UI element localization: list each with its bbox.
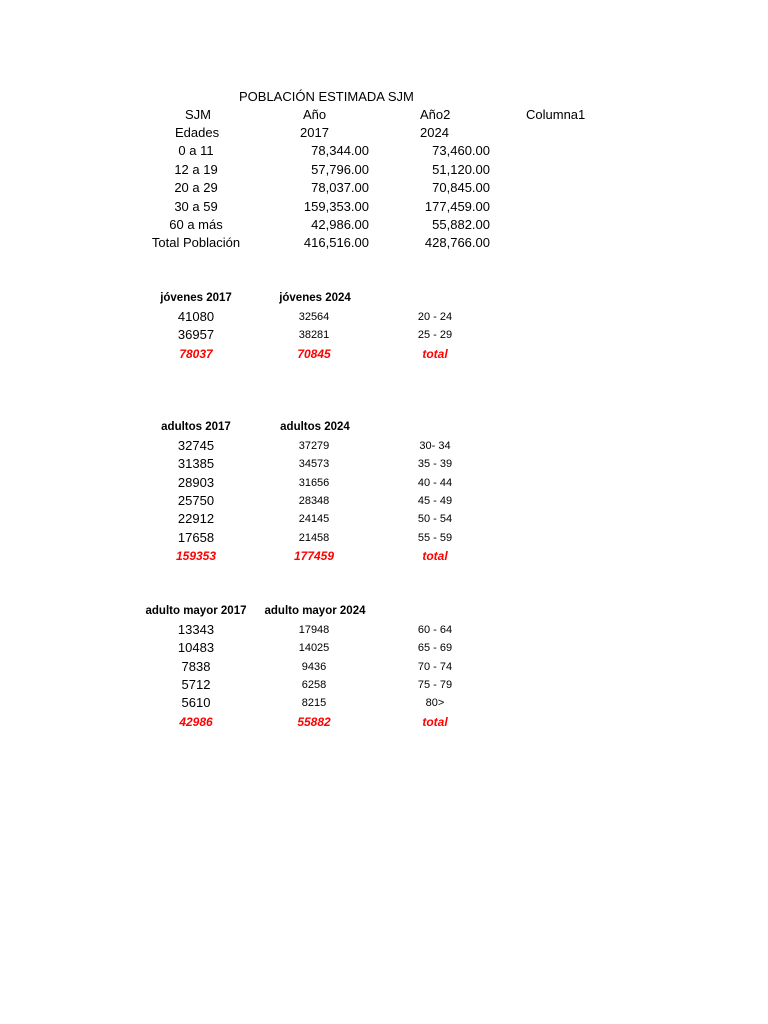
adultos-value-2017: 28903 [177, 475, 215, 490]
adultos-age-range: 40 - 44 [417, 477, 453, 489]
adultos-value-2017: 31385 [177, 456, 215, 471]
jovenes-value-2024: 32564 [298, 311, 330, 323]
adultos-total-2017: 159353 [175, 549, 217, 563]
adultos-value-2024: 34573 [298, 458, 330, 470]
jovenes-age-range: 20 - 24 [417, 311, 453, 323]
jovenes-total-2017: 78037 [179, 347, 213, 361]
main-row-2024: 51,120.00 [432, 162, 490, 177]
adulto_mayor-total-2024: 55882 [297, 715, 331, 729]
main-row-2017: 159,353.00 [303, 199, 369, 214]
adulto_mayor-value-2024: 6258 [301, 679, 327, 691]
header-columna1: Columna1 [526, 107, 586, 122]
main-row-label: 30 a 59 [174, 199, 218, 214]
main-row-2024: 55,882.00 [432, 217, 490, 232]
subheader-edades: Edades [175, 125, 220, 140]
adultos-total-2024: 177459 [293, 549, 335, 563]
adulto_mayor-value-2024: 14025 [298, 642, 330, 654]
jovenes-total-label: total [422, 347, 448, 361]
header-ano2: Año2 [420, 107, 451, 122]
subheader-2024: 2024 [420, 125, 449, 140]
jovenes-age-range: 25 - 29 [417, 329, 453, 341]
adultos-value-2024: 24145 [298, 513, 330, 525]
jovenes-total-2024: 70845 [297, 347, 331, 361]
jovenes-value-2017: 36957 [177, 327, 215, 342]
main-row-2017: 57,796.00 [311, 162, 369, 177]
main-row-label: Total Población [151, 235, 241, 250]
jovenes-header-2017: jóvenes 2017 [160, 292, 232, 304]
main-row-2017: 416,516.00 [303, 235, 369, 250]
adultos-total-label: total [422, 549, 448, 563]
subheader-2017: 2017 [300, 125, 329, 140]
sheet-title: POBLACIÓN ESTIMADA SJM [239, 89, 414, 104]
adultos-value-2017: 32745 [177, 438, 215, 453]
main-row-2017: 42,986.00 [311, 217, 369, 232]
adulto_mayor-value-2017: 5712 [181, 677, 211, 692]
adulto_mayor-total-label: total [422, 715, 448, 729]
main-row-2024: 428,766.00 [424, 235, 490, 250]
jovenes-header-2024: jóvenes 2024 [279, 292, 351, 304]
header-ano: Año [303, 107, 327, 122]
adultos-value-2024: 21458 [298, 532, 330, 544]
adultos-header-2017: adultos 2017 [161, 421, 231, 433]
adulto_mayor-header-2024: adulto mayor 2024 [264, 605, 366, 617]
adultos-age-range: 35 - 39 [417, 458, 453, 470]
adulto_mayor-age-range: 80> [425, 697, 445, 709]
adultos-age-range: 50 - 54 [417, 513, 453, 525]
adulto_mayor-total-2017: 42986 [179, 715, 213, 729]
adulto_mayor-age-range: 75 - 79 [417, 679, 453, 691]
adulto_mayor-value-2024: 17948 [298, 624, 330, 636]
adultos-value-2017: 17658 [177, 530, 215, 545]
adultos-value-2017: 22912 [177, 511, 215, 526]
adulto_mayor-value-2024: 8215 [301, 697, 327, 709]
main-row-label: 12 a 19 [174, 162, 218, 177]
adultos-value-2024: 31656 [298, 477, 330, 489]
adultos-value-2017: 25750 [177, 493, 215, 508]
main-row-label: 20 a 29 [174, 180, 218, 195]
jovenes-value-2024: 38281 [298, 329, 330, 341]
main-row-label: 60 a más [169, 217, 223, 232]
adulto_mayor-age-range: 60 - 64 [417, 624, 453, 636]
adultos-value-2024: 37279 [298, 440, 330, 452]
adulto_mayor-age-range: 70 - 74 [417, 661, 453, 673]
adultos-age-range: 30- 34 [419, 440, 451, 452]
adulto_mayor-value-2017: 5610 [181, 695, 211, 710]
adulto_mayor-value-2024: 9436 [301, 661, 327, 673]
adultos-value-2024: 28348 [298, 495, 330, 507]
adulto_mayor-header-2017: adulto mayor 2017 [145, 605, 247, 617]
adultos-age-range: 55 - 59 [417, 532, 453, 544]
main-row-2024: 73,460.00 [432, 143, 490, 158]
adultos-age-range: 45 - 49 [417, 495, 453, 507]
adulto_mayor-value-2017: 7838 [181, 659, 211, 674]
adultos-header-2024: adultos 2024 [280, 421, 350, 433]
main-row-2024: 177,459.00 [424, 199, 490, 214]
main-row-2017: 78,037.00 [311, 180, 369, 195]
adulto_mayor-age-range: 65 - 69 [417, 642, 453, 654]
jovenes-value-2017: 41080 [177, 309, 215, 324]
main-row-label: 0 a 11 [178, 143, 214, 158]
header-sjm: SJM [185, 107, 211, 122]
adulto_mayor-value-2017: 13343 [177, 622, 215, 637]
adulto_mayor-value-2017: 10483 [177, 640, 215, 655]
main-row-2024: 70,845.00 [432, 180, 490, 195]
main-row-2017: 78,344.00 [311, 143, 369, 158]
